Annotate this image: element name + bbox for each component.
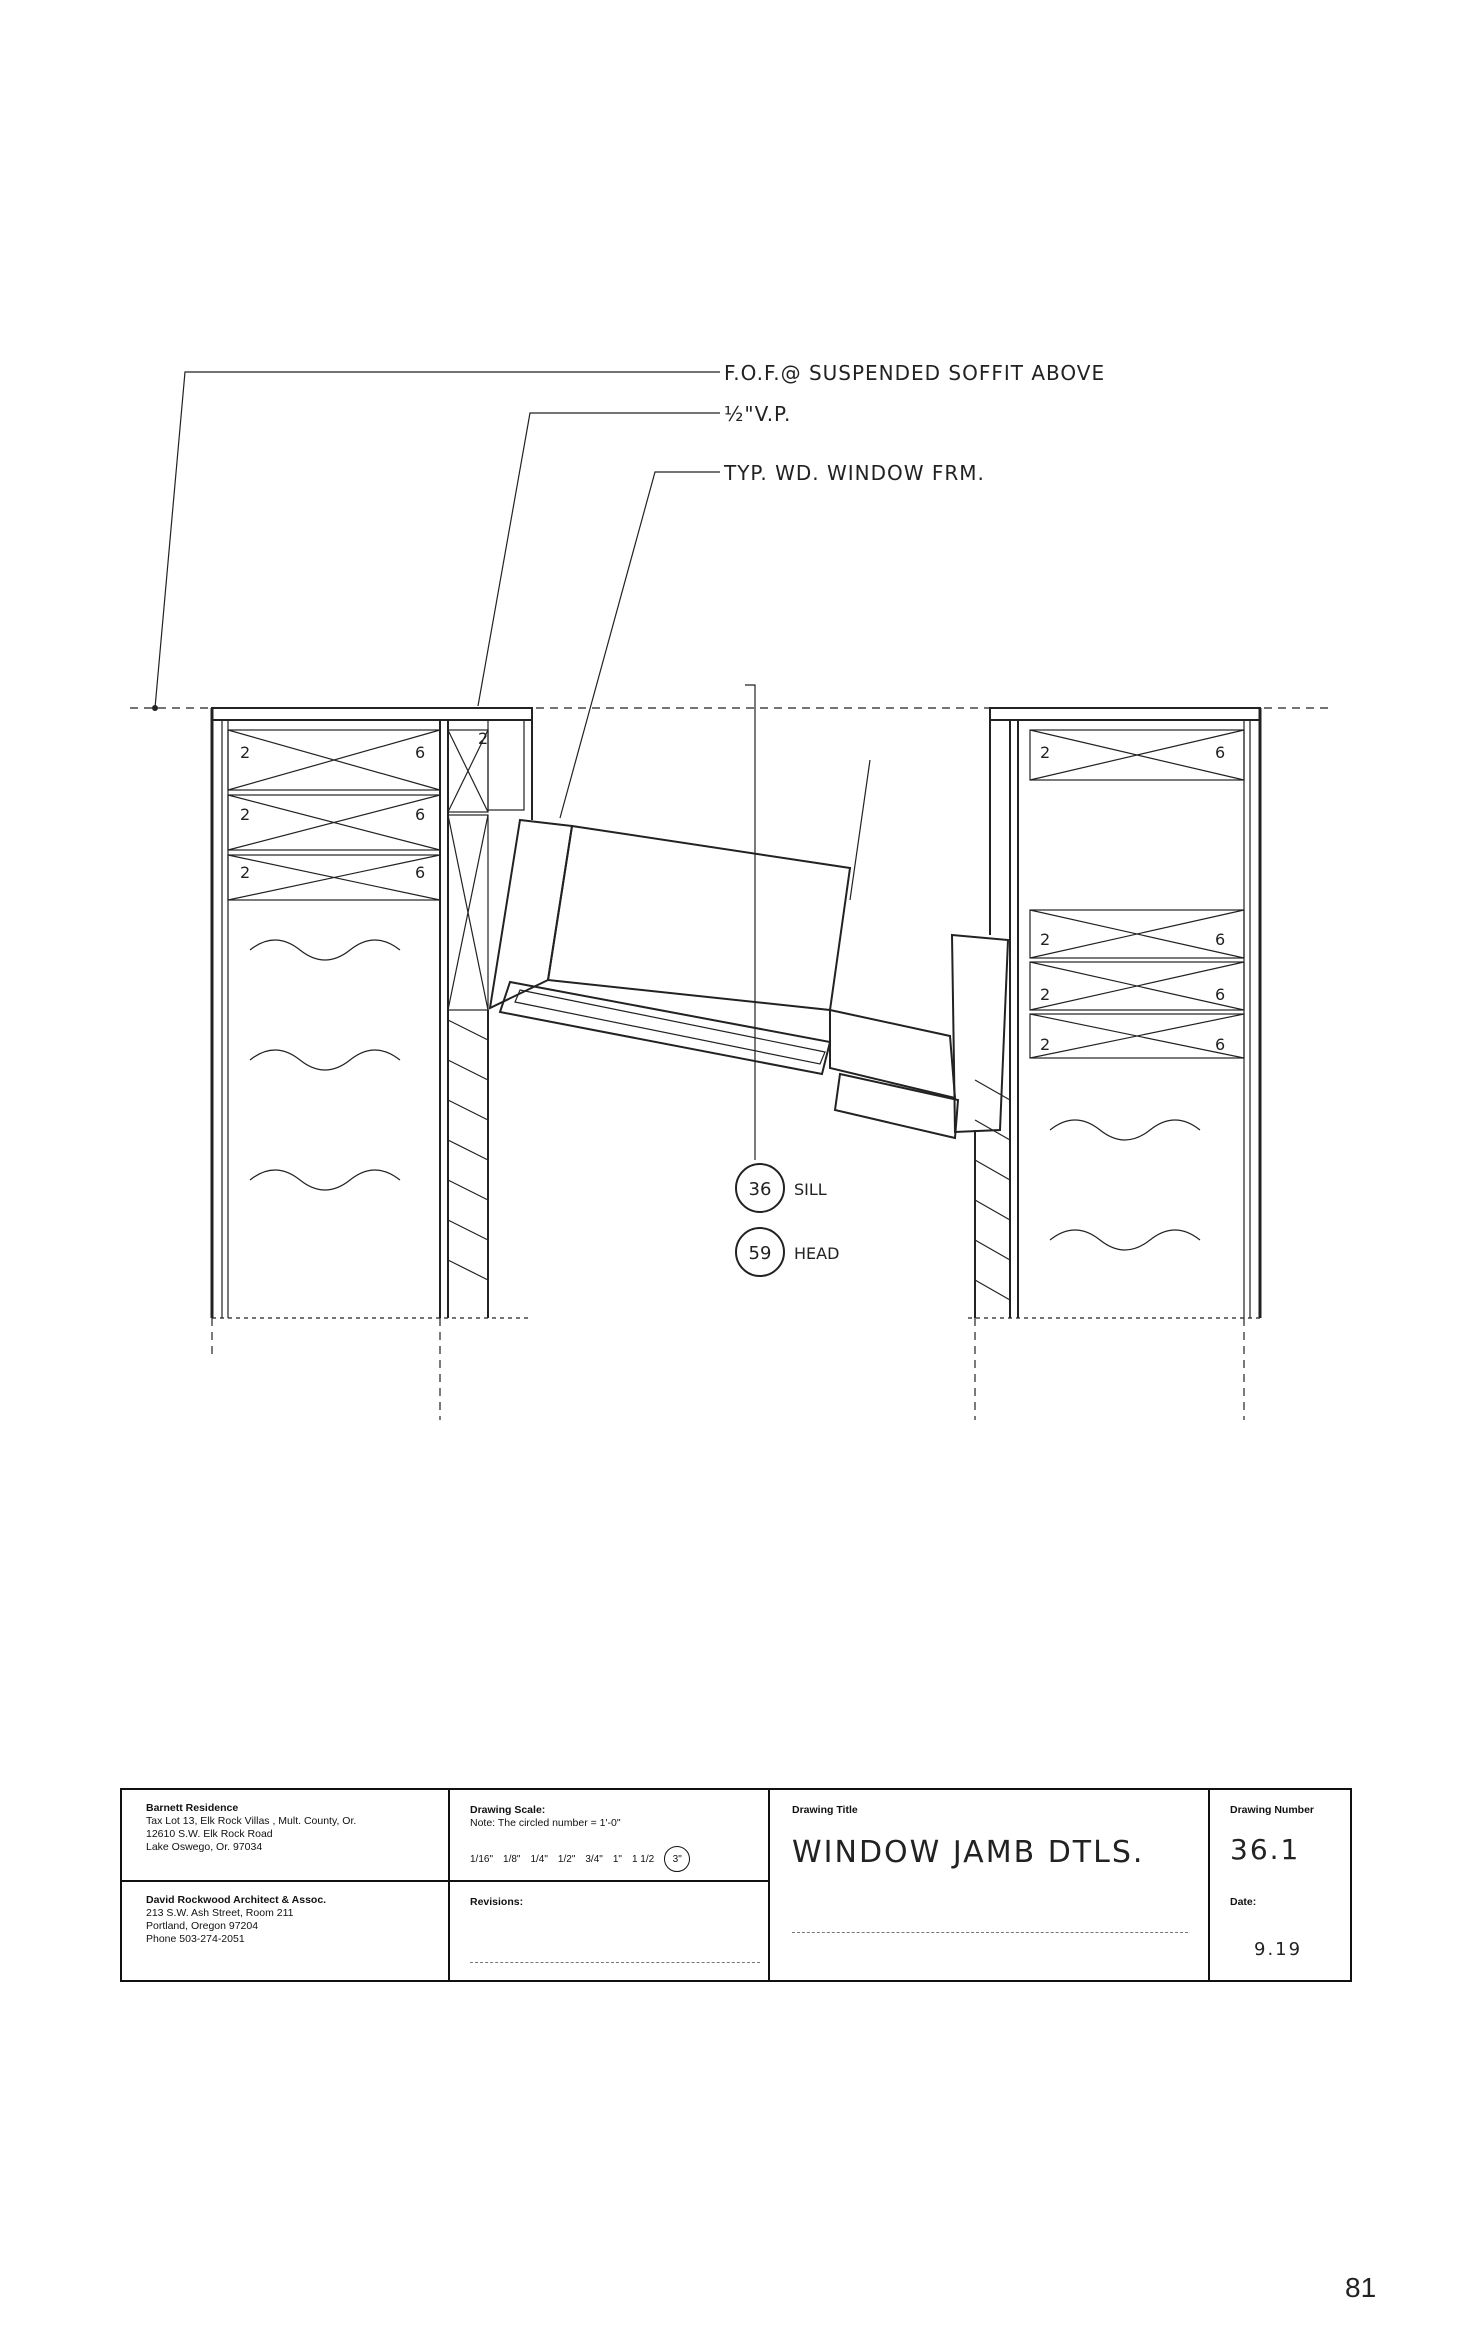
scale-option: 1 1/2 xyxy=(631,1853,655,1865)
revisions-label: Revisions: xyxy=(470,1896,524,1908)
architect-phone: Phone 503-274-2051 xyxy=(146,1933,245,1945)
annotation-vapor: ½"V.P. xyxy=(724,402,792,426)
callout-label-sill: SILL xyxy=(794,1180,827,1199)
blocking-number: 6 xyxy=(1215,743,1226,762)
scale-option: 1" xyxy=(612,1853,622,1865)
revisions-blank-line xyxy=(470,1962,760,1963)
project-address-line: Tax Lot 13, Elk Rock Villas , Mult. County, Or. xyxy=(146,1815,357,1827)
project-address-line: Lake Oswego, Or. 97034 xyxy=(146,1841,263,1853)
page-number: 81 xyxy=(1345,2272,1377,2303)
annotation-soffit: F.O.F.@ SUSPENDED SOFFIT ABOVE xyxy=(724,361,1106,385)
drawing-title-label: Drawing Title xyxy=(792,1804,858,1816)
blocking-number: 6 xyxy=(1215,1035,1226,1054)
scale-option: 1/2" xyxy=(557,1853,576,1865)
blocking-number: 2 xyxy=(1040,985,1051,1004)
blocking-number: 2 xyxy=(1040,1035,1051,1054)
drawing-number-label: Drawing Number xyxy=(1230,1804,1315,1816)
project-address-line: 12610 S.W. Elk Rock Road xyxy=(146,1828,273,1840)
blocking-number: 2 xyxy=(478,729,489,748)
callout-number-sill: 36 xyxy=(748,1179,772,1200)
architect-address-line: Portland, Oregon 97204 xyxy=(146,1920,259,1932)
blocking-number: 2 xyxy=(1040,743,1051,762)
blocking-number: 2 xyxy=(240,863,251,882)
scale-option: 3/4" xyxy=(585,1853,603,1865)
drawing-scale-label: Drawing Scale: xyxy=(470,1804,546,1816)
right-wall xyxy=(968,708,1260,1318)
drawing-number xyxy=(1210,1790,1350,1882)
blocking-number: 2 xyxy=(240,805,251,824)
leader-lines xyxy=(152,372,720,818)
revisions xyxy=(450,1882,770,1982)
callout-number-head: 59 xyxy=(748,1243,772,1264)
blocking-number: 6 xyxy=(1215,930,1226,949)
callout-label-head: HEAD xyxy=(794,1244,840,1263)
scale-option: 1/8" xyxy=(503,1853,521,1865)
architect-address-line: 213 S.W. Ash Street, Room 211 xyxy=(146,1907,294,1919)
blocking-number: 6 xyxy=(415,743,426,762)
title-block xyxy=(120,1788,1352,1982)
blocking-number: 2 xyxy=(1040,930,1051,949)
blocking-number: 2 xyxy=(240,743,251,762)
blocking-number: 6 xyxy=(415,805,426,824)
detail-callouts xyxy=(736,685,839,1276)
left-wall xyxy=(212,708,532,1318)
drawing-title xyxy=(770,1790,1210,1982)
blocking-number: 6 xyxy=(415,863,426,882)
scale-options xyxy=(470,1846,768,1872)
drawing-scale-note: Note: The circled number = 1'-0" xyxy=(470,1817,621,1829)
architect-name: David Rockwood Architect & Assoc. xyxy=(146,1894,327,1906)
architect-info xyxy=(122,1882,450,1982)
drawing-scale xyxy=(450,1790,770,1882)
scale-option: 1/4" xyxy=(530,1853,548,1865)
date-label: Date: xyxy=(1230,1896,1257,1908)
annotation-window-frame: TYP. WD. WINDOW FRM. xyxy=(724,461,985,485)
angled-window-frame xyxy=(490,760,1008,1138)
scale-option: 1/16" xyxy=(470,1853,494,1865)
extension-lines xyxy=(212,1318,1244,1420)
date xyxy=(1210,1882,1350,1982)
drawing-title-text: WINDOW JAMB DTLS. xyxy=(792,1835,1145,1870)
drawing-title-blank-line xyxy=(792,1932,1188,1933)
scale-selected-circle: 3" xyxy=(664,1846,690,1872)
date-value: 9.19 xyxy=(1254,1939,1303,1960)
project-name: Barnett Residence xyxy=(146,1802,239,1814)
project-info xyxy=(122,1790,450,1882)
blocking-number: 6 xyxy=(1215,985,1226,1004)
drawing-number-value: 36.1 xyxy=(1230,1833,1301,1866)
right-blocking-labels xyxy=(1040,743,1225,1054)
